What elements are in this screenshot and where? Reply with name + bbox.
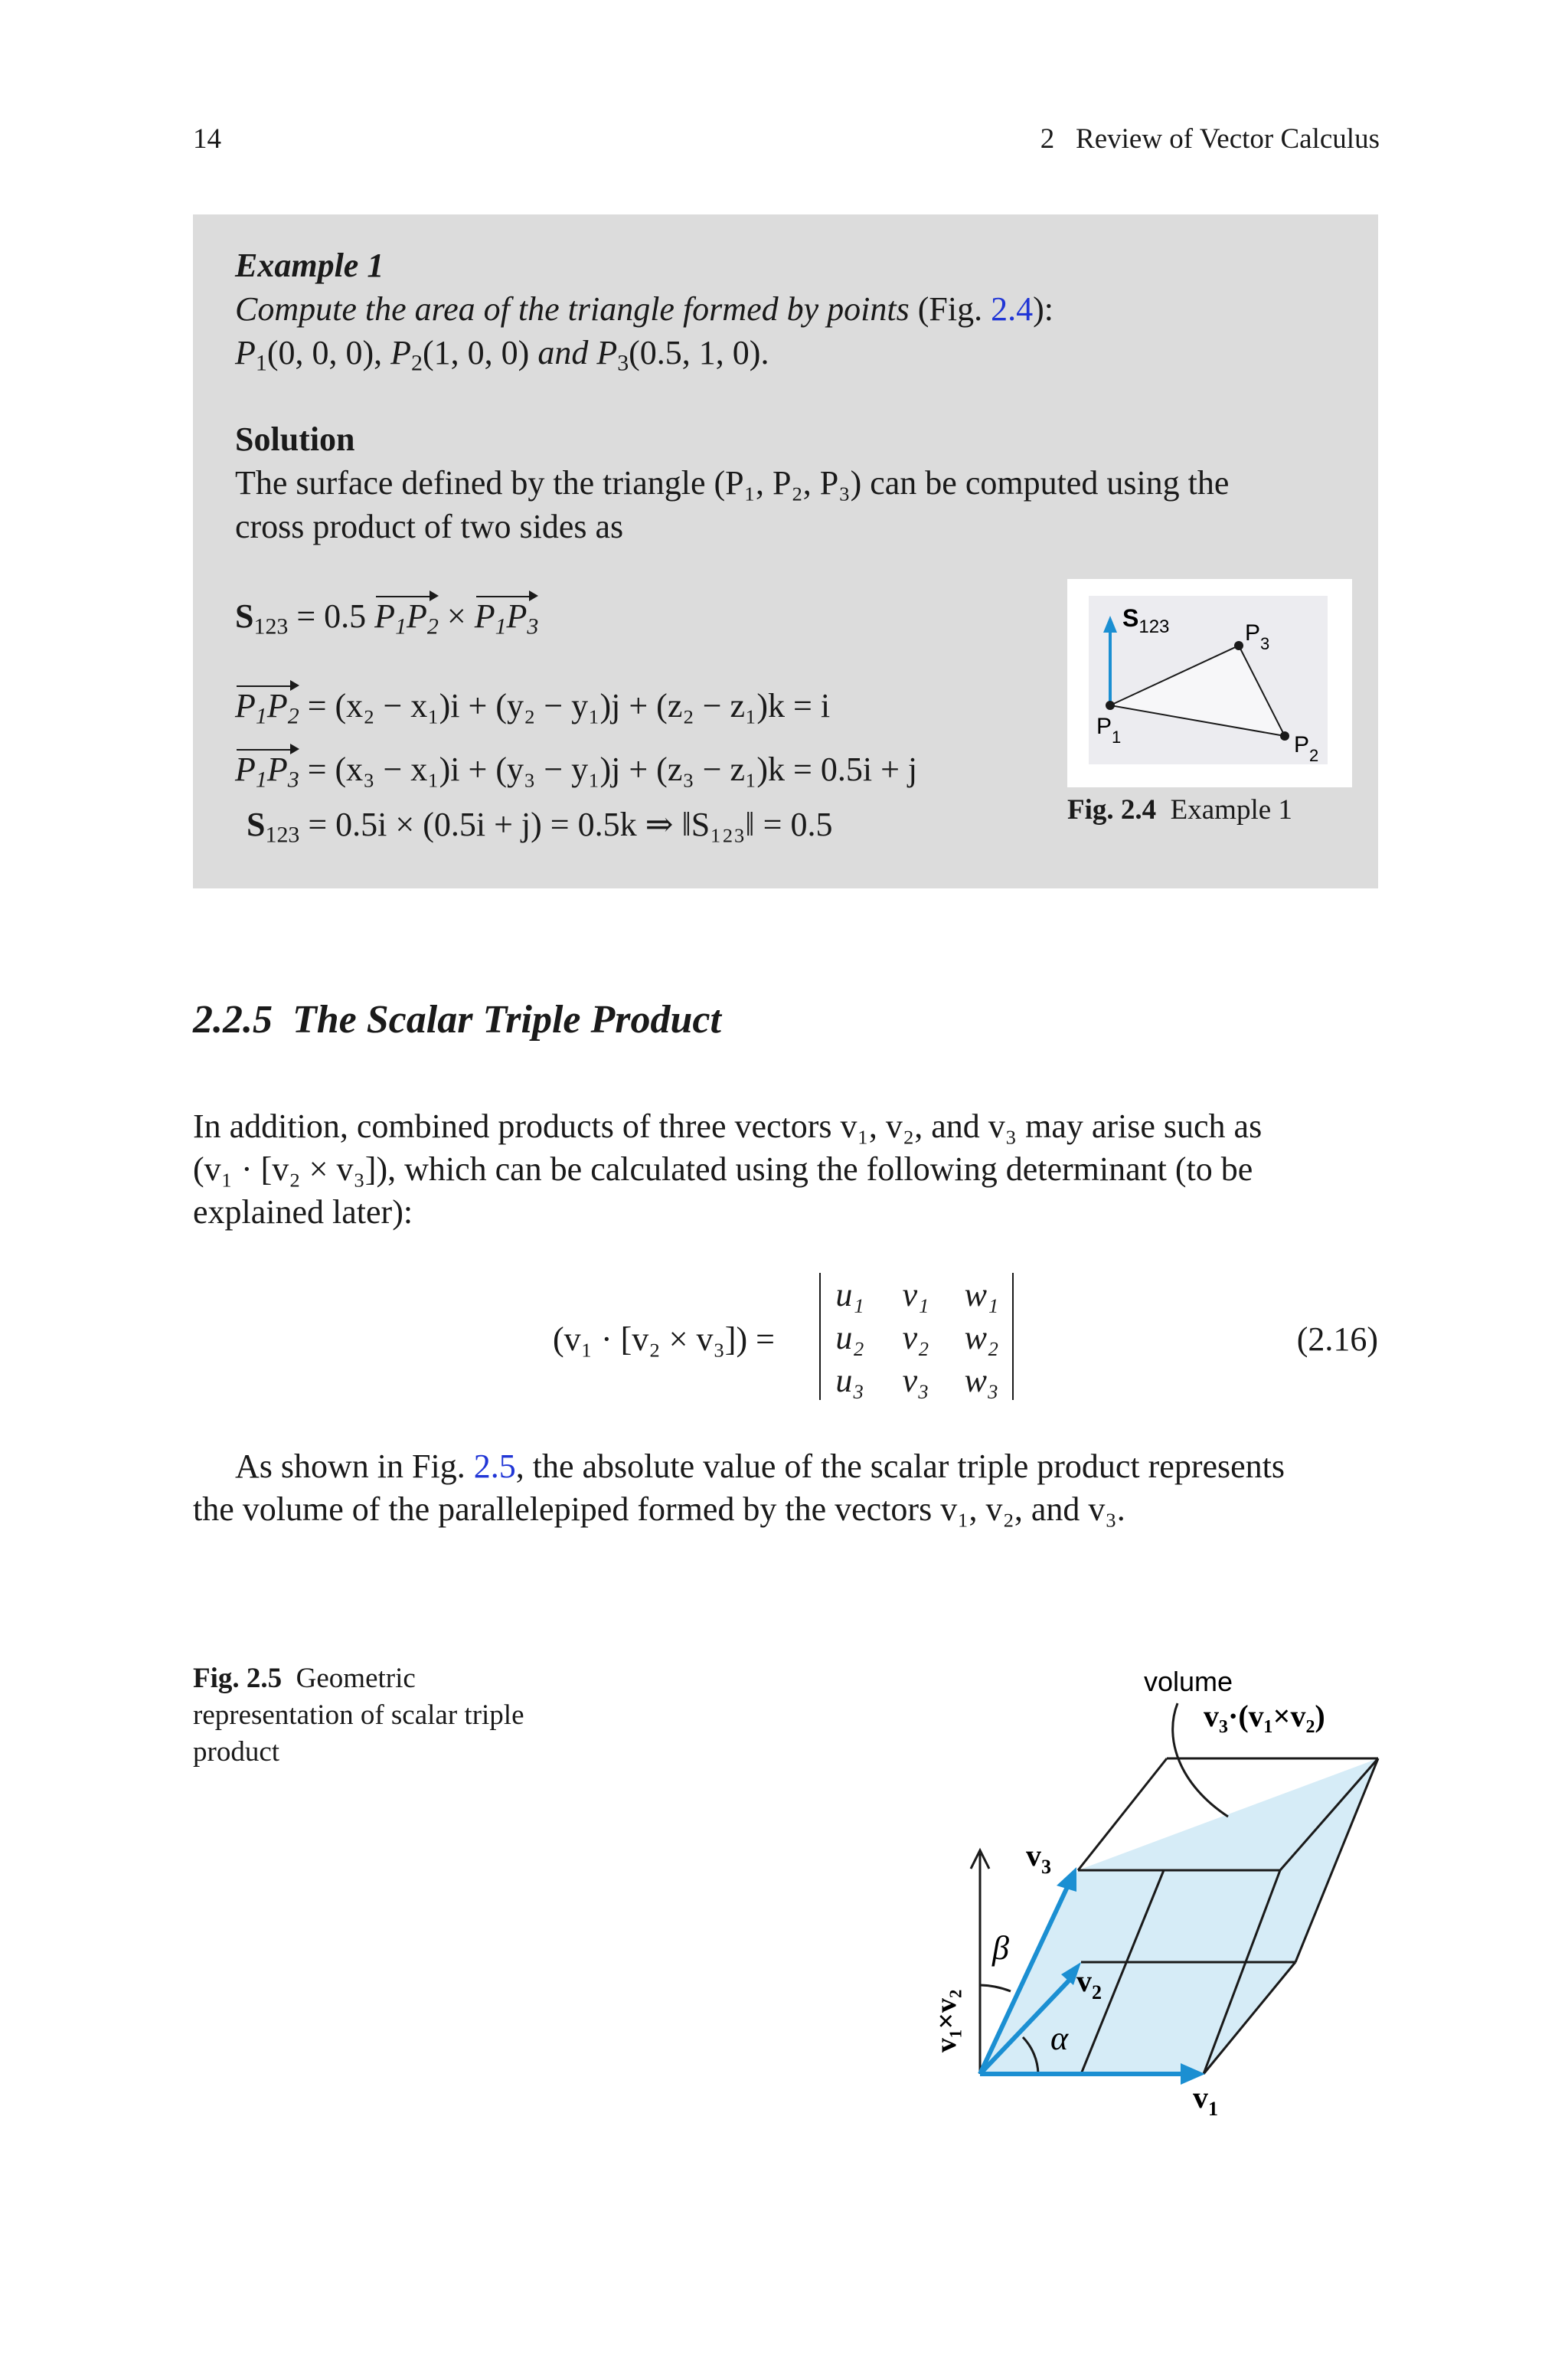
matrix-row-3 [827,1359,1004,1402]
point-p2-dot [1280,731,1289,741]
vector-p1p2: $P_1P_2$ [374,594,439,638]
matrix-row-1 [827,1273,1004,1316]
figure-2-4-svg [1067,579,1352,787]
figure-2-5-svg [903,1654,1393,2129]
fig-2-5-link[interactable]: 2.5 [473,1447,516,1485]
equation-number: (2.16) [1296,1320,1378,1358]
alpha-label: α [1050,2020,1069,2057]
matrix-cell: w₃ [964,1362,999,1399]
point-p1: P [235,334,256,371]
matrix-cell: u₂ [835,1319,864,1356]
v1-label: $v_1$ [1193,2080,1218,2120]
point-p1-sub: 1 [255,350,267,376]
para1-line3: explained later): [193,1193,413,1231]
determinant-matrix [827,1273,1004,1402]
page-number: 14 [193,123,221,155]
para1-line1: In addition, combined products of three vectors v₁, v₂, and v₃ may arise such as [193,1107,1263,1145]
matrix-cell: u₁ [835,1276,864,1313]
fig-2-4-caption [1067,792,1292,829]
point-p2: P [390,334,412,371]
figure-2-5 [903,1654,1393,2129]
points-and: and [537,334,597,371]
example-points-line [235,331,769,375]
fig-2-4-caption-label: Fig. 2.4 [1067,794,1157,826]
matrix-cell: v₂ [902,1319,929,1356]
v3-arrowhead [1057,1867,1076,1892]
equation-s123 [235,594,538,638]
v3-label: $v_3$ [1026,1838,1051,1878]
equation-p1p2 [235,684,830,728]
equation-p1p3 [235,747,917,791]
para1-line2: (v₁ · [v₂ × v₃]), which can be calculated using the following determinant (to be [193,1150,1253,1188]
matrix-cell: v₃ [902,1362,929,1399]
v2-label: $v_2$ [1076,1964,1102,2003]
figure-2-4 [1067,579,1352,787]
beta-label: β [992,1929,1009,1967]
vector-p1p3-2: $P_1P_3$ [235,747,299,791]
fig-2-5-caption-label: Fig. 2.5 [193,1663,283,1694]
matrix-cell: w₂ [964,1319,999,1356]
parallelepiped-fill [980,1758,1378,2074]
point-p3-sub: 3 [617,350,629,376]
fig-2-4-link[interactable]: 2.4 [991,290,1034,328]
fig24-p3-label: $P_3$ [1245,620,1270,653]
para2-text-b: , the absolute value of the scalar triple product represents [515,1447,1285,1485]
eq2-rhs: = (x₂ − x₁)i + (y₂ − y₁)j + (z₂ − z₁)k = i [299,687,831,725]
prompt-ref-open: (Fig. [917,290,991,328]
point-p1-dot [1106,701,1115,710]
matrix-cell: u₃ [835,1362,864,1399]
example-prompt-line1 [235,287,1054,331]
prompt-text: Compute the area of the triangle formed by points [235,290,910,328]
fig-2-5-caption-line1: Geometric [296,1663,416,1694]
matrix-cell: w₁ [964,1276,999,1313]
solution-text-line1: The surface defined by the triangle (P₁, P₂, P₃) can be computed using the [235,464,1230,502]
section-title: 2.2.5 The Scalar Triple Product [193,998,721,1042]
eq1-lhs-sub: 123 [253,613,289,639]
equation-result [247,803,832,846]
point-p2-coords: (1, 0, 0) [423,334,538,371]
point-p1-coords: (0, 0, 0), [266,334,391,371]
eq1-lhs: S [235,597,254,635]
para2-text-a: As shown in Fig. [235,1447,474,1485]
eq4-s: S [247,806,266,843]
eq4-s-sub: 123 [265,822,300,848]
fig24-s-label: $S_{123}$ [1122,604,1170,637]
solution-title: Solution [235,420,355,458]
fig-2-4-caption-text: Example 1 [1170,794,1292,826]
fig24-p1-label: $P_1$ [1096,714,1122,747]
point-p3-dot [1234,641,1243,650]
triple-product-label: v₃·(v₁×v₂) [1204,1699,1325,1733]
cross-product-label: v₁×v₂ [930,1989,962,2053]
solution-text-line2: cross product of two sides as [235,508,624,545]
beta-arc [980,1985,1011,1991]
point-p3: P [596,334,618,371]
point-p2-sub: 2 [411,350,423,376]
fig-2-5-caption [193,1660,591,1771]
vector-p1p2-2: $P_1P_2$ [235,684,299,728]
eq1-mid: = 0.5 [288,597,375,635]
para2-line2: the volume of the parallelepiped formed by the vectors v₁, v₂, and v₃. [193,1490,1125,1528]
eq3-rhs: = (x₃ − x₁)i + (y₃ − y₁)j + (z₃ − z₁)k = 0.5i + j [299,751,918,788]
matrix-row-2 [827,1316,1004,1359]
determinant-left-bar [819,1273,821,1400]
fig-2-5-caption-line2: representation of scalar triple [193,1699,524,1731]
para2-line1 [235,1444,1378,1488]
matrix-cell: v₁ [902,1276,929,1313]
running-header: 2 Review of Vector Calculus [1040,123,1380,155]
determinant-right-bar [1012,1273,1014,1400]
prompt-ref-close: ): [1033,290,1054,328]
fig24-p2-label: $P_2$ [1294,732,1319,765]
eq4-text: = 0.5i × (0.5i + j) = 0.5k ⇒ ‖S₁₂₃‖ = 0.5 [299,806,833,843]
fig-2-5-caption-line3: product [193,1736,280,1768]
example-title: Example 1 [235,247,384,284]
point-p3-coords: (0.5, 1, 0). [629,334,769,371]
eq1-times: × [438,597,475,635]
vector-p1p3: $P_1P_3$ [475,594,539,638]
volume-label: volume [1144,1666,1233,1697]
determinant-lhs: (v₁ · [v₂ × v₃]) = [553,1320,775,1358]
